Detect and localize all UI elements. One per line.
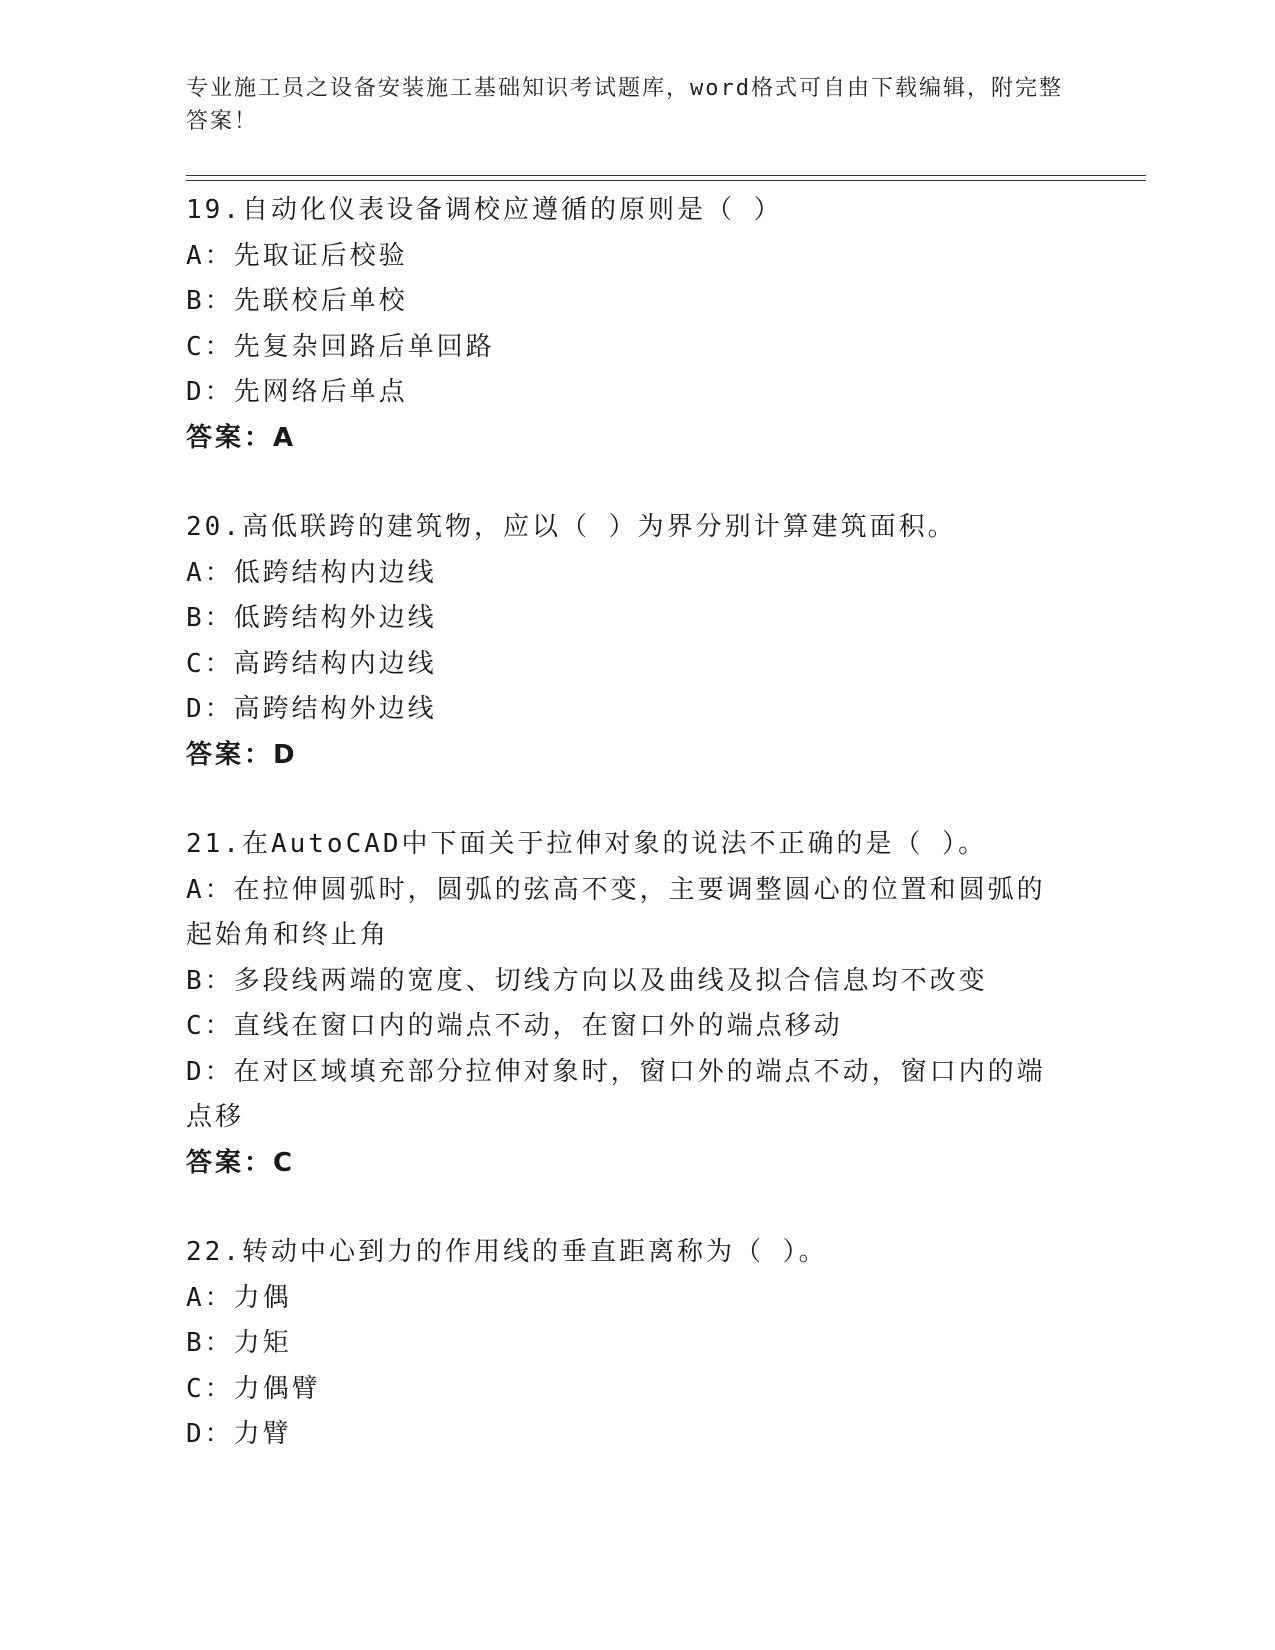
option-d: D：在对区域填充部分拉伸对象时，窗口外的端点不动，窗口内的端点移 [186, 1056, 1046, 1132]
option-b: B：力矩 [186, 1328, 292, 1358]
answer: 答案：A [186, 422, 297, 453]
option-c: C：力偶臂 [186, 1373, 321, 1404]
option-a: A：力偶 [186, 1282, 292, 1313]
option-c: C：直线在窗口内的端点不动，在窗口外的端点移动 [186, 1011, 843, 1041]
option-c: C：高跨结构内边线 [186, 648, 437, 679]
question-stem: 20.高低联跨的建筑物，应以（ ）为界分别计算建筑面积。 [186, 512, 957, 542]
question-20 [186, 505, 1066, 778]
question-21 [186, 822, 1066, 1186]
option-b: B：多段线两端的宽度、切线方向以及曲线及拟合信息均不改变 [186, 965, 988, 996]
option-a: A：先取证后校验 [186, 240, 408, 271]
option-d: D：力臂 [186, 1419, 292, 1449]
option-c: C：先复杂回路后单回路 [186, 331, 495, 362]
question-stem: 19.自动化仪表设备调校应遵循的原则是（ ） [186, 195, 783, 225]
option-d: D：先网络后单点 [186, 377, 408, 407]
option-b: B：低跨结构外边线 [186, 603, 437, 633]
option-d: D：高跨结构外边线 [186, 694, 437, 724]
document-header: 专业施工员之设备安装施工基础知识考试题库，word格式可自由下载编辑，附完整答案！ [186, 76, 1063, 134]
question-19 [186, 188, 1066, 461]
question-list [186, 188, 1066, 1502]
option-a: A：在拉伸圆弧时，圆弧的弦高不变，主要调整圆心的位置和圆弧的起始角和终止角 [186, 874, 1046, 950]
question-stem: 21.在AutoCAD中下面关于拉伸对象的说法不正确的是（ ）。 [186, 829, 988, 859]
header-rule-bottom [186, 180, 1146, 181]
question-22 [186, 1230, 1066, 1458]
header-rule-top [186, 175, 1146, 176]
option-a: A：低跨结构内边线 [186, 557, 437, 588]
answer: 答案：D [186, 739, 298, 770]
option-b: B：先联校后单校 [186, 286, 408, 316]
question-stem: 22.转动中心到力的作用线的垂直距离称为（ ）。 [186, 1237, 828, 1267]
answer: 答案：C [186, 1147, 296, 1178]
